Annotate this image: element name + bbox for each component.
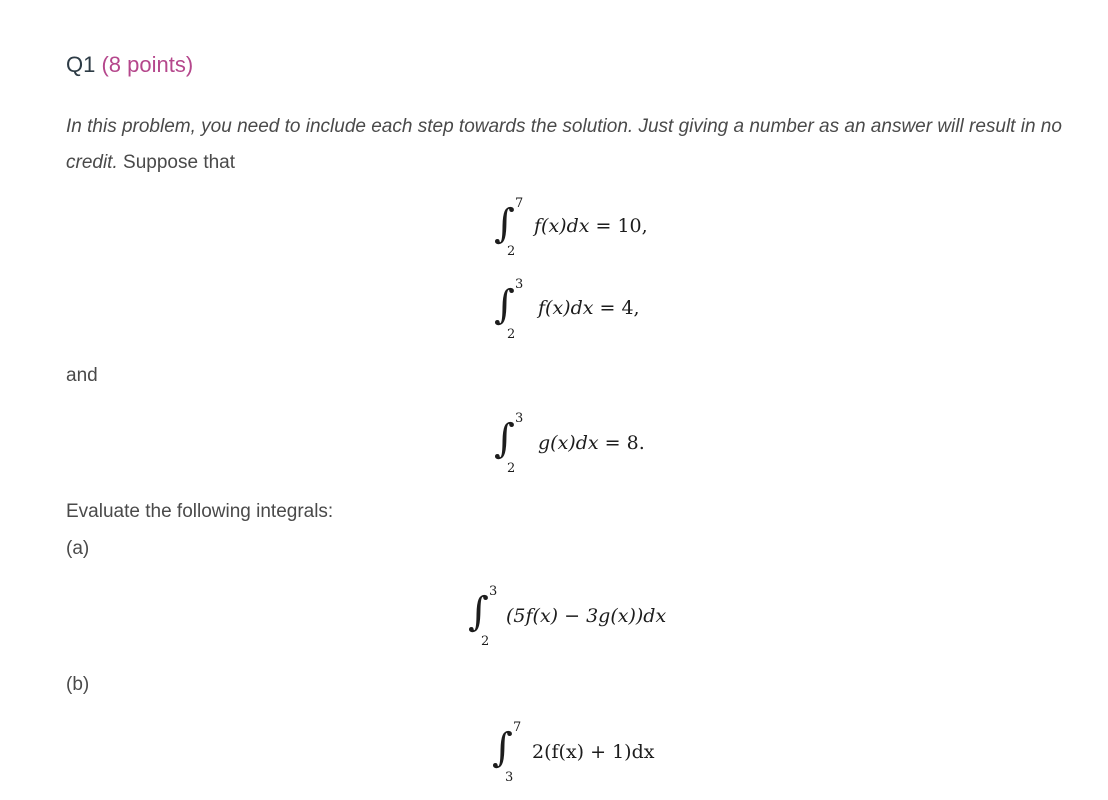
upper-limit: 7 (515, 196, 524, 211)
upper-limit: 3 (515, 277, 524, 292)
upper-limit: 3 (489, 584, 498, 599)
right-hand-side: = 8. (604, 432, 645, 454)
integral-sign: ∫ (468, 589, 489, 635)
intro-plain-text: Suppose that (117, 152, 236, 173)
and-label: and (66, 365, 98, 386)
integral-sign: ∫ (492, 725, 513, 771)
upper-limit: 7 (513, 720, 522, 735)
integrand: g(x)dx = 8. (538, 432, 645, 454)
lower-limit: 3 (505, 770, 514, 785)
integrand: f(x)dx = 10, (534, 215, 648, 237)
question-points: (8 points) (101, 52, 194, 77)
lower-limit: 2 (507, 244, 516, 259)
part-a-label: (a) (66, 538, 90, 559)
question-title (66, 52, 193, 78)
integrand: (5f(x) − 3g(x))dx (506, 605, 667, 627)
lower-limit: 2 (481, 634, 490, 649)
right-hand-side: = 4, (599, 297, 640, 319)
upper-limit: 3 (515, 411, 524, 426)
problem-intro (66, 109, 1096, 181)
integral-sign: ∫ (494, 282, 515, 328)
given-integral-2 (494, 277, 694, 347)
part-a-integral (468, 584, 728, 654)
integral-sign: ∫ (494, 416, 515, 462)
part-b-label: (b) (66, 674, 90, 695)
lower-limit: 2 (507, 461, 516, 476)
integral-sign: ∫ (494, 201, 515, 247)
given-integral-1 (494, 196, 694, 266)
integrand: f(x)dx = 4, (538, 297, 640, 319)
lower-limit: 2 (507, 327, 516, 342)
right-hand-side: = 10, (595, 215, 648, 237)
intro-italic-text: In this problem, you need to include each step towards the solution. Just giving a number as an answer will result in no credit. (66, 116, 1062, 173)
evaluate-label: Evaluate the following integrals: (66, 501, 334, 522)
part-b-integral (492, 720, 712, 790)
question-number: Q1 (66, 52, 96, 77)
given-integral-3 (494, 411, 694, 481)
integrand: 2(f(x) + 1)dx (532, 741, 655, 763)
